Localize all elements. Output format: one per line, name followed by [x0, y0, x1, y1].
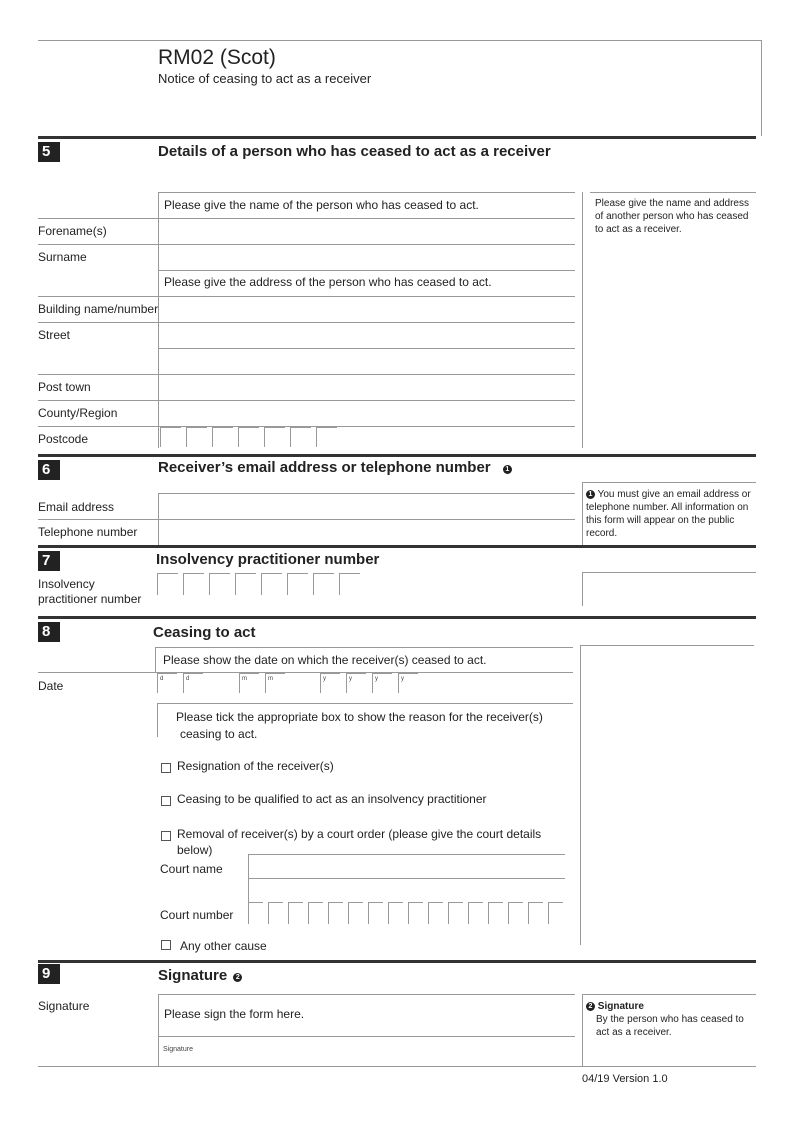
section6-side-note — [586, 488, 756, 540]
section8-rule — [38, 616, 756, 619]
ip-number-label: Insolvency practitioner number — [38, 577, 142, 606]
section7-title: Insolvency practitioner number — [156, 551, 380, 568]
date-year-box-1[interactable]: y — [320, 673, 340, 693]
rule — [582, 572, 756, 573]
section8-number: 8 — [38, 622, 60, 642]
section9-title-text: Signature — [158, 967, 228, 984]
section9-side-note — [586, 1000, 756, 1039]
section5-rule — [38, 136, 756, 139]
rule — [582, 994, 583, 1066]
court-number-box[interactable] — [508, 902, 523, 924]
form-code: RM02 (Scot) — [158, 46, 276, 69]
ceasing-qualified-checkbox[interactable] — [161, 796, 171, 806]
removal-label-line2: below) — [177, 843, 213, 857]
court-number-label: Court number — [160, 908, 234, 922]
section5-side-note: Please give the name and address of another person who has ceased to act as a receiver. — [595, 198, 749, 235]
other-cause-checkbox[interactable] — [161, 940, 171, 950]
note-2-marker: 2 — [233, 973, 242, 982]
date-day-box-2[interactable]: d — [183, 673, 203, 693]
ip-number-box[interactable] — [313, 573, 334, 595]
court-number-box[interactable] — [308, 902, 323, 924]
telephone-label: Telephone number — [38, 525, 138, 539]
section5-title: Details of a person who has ceased to act as a receiver — [158, 143, 551, 160]
section6-rule — [38, 454, 756, 457]
section6-number: 6 — [38, 460, 60, 480]
section7-number: 7 — [38, 551, 60, 571]
note-1-marker: 1 — [503, 465, 512, 474]
ip-number-box[interactable] — [235, 573, 256, 595]
rule — [158, 270, 575, 271]
rule — [582, 572, 583, 606]
section5-side-divider — [582, 192, 583, 448]
section9-title — [158, 967, 242, 984]
surname-field[interactable] — [159, 245, 575, 269]
postcode-box[interactable] — [238, 427, 259, 447]
rule — [582, 482, 756, 483]
date-year-box-2[interactable]: y — [346, 673, 366, 693]
resignation-checkbox[interactable] — [161, 763, 171, 773]
county-label: County/Region — [38, 406, 118, 420]
rule — [580, 645, 581, 945]
court-number-box[interactable] — [388, 902, 403, 924]
ip-number-box[interactable] — [339, 573, 360, 595]
ip-number-box[interactable] — [157, 573, 178, 595]
section9-side-note-text: By the person who has ceased to act as a receiver. — [596, 1014, 744, 1038]
signature-label: Signature — [38, 999, 90, 1013]
section9-number: 9 — [38, 964, 60, 984]
reason-instruction-line1: Please tick the appropriate box to show the reason for the receiver(s) — [176, 710, 543, 724]
removal-label-line1: Removal of receiver(s) by a court order (please give the court details — [177, 827, 542, 841]
email-field[interactable] — [159, 494, 575, 518]
date-day-box-1[interactable]: d — [157, 673, 177, 693]
court-number-box[interactable] — [468, 902, 483, 924]
rule — [248, 878, 565, 879]
ceasing-qualified-label: Ceasing to be qualified to act as an insolvency practitioner — [177, 792, 487, 806]
rule — [590, 192, 756, 193]
street-field-line1[interactable] — [159, 323, 575, 347]
postcode-box[interactable] — [160, 427, 181, 447]
ip-number-box[interactable] — [261, 573, 282, 595]
street-label: Street — [38, 328, 71, 342]
rule — [155, 647, 156, 672]
postcode-label: Postcode — [38, 432, 89, 446]
date-label: Date — [38, 679, 64, 693]
removal-court-order-checkbox[interactable] — [161, 831, 171, 841]
ip-number-boxes[interactable] — [157, 573, 365, 595]
resignation-label: Resignation of the receiver(s) — [177, 759, 334, 773]
court-number-box[interactable] — [488, 902, 503, 924]
section6-title-text: Receiver’s email address or telephone number — [158, 459, 491, 476]
court-number-box[interactable] — [548, 902, 563, 924]
court-number-box[interactable] — [528, 902, 543, 924]
section6-title — [158, 459, 512, 476]
page-right-border — [761, 40, 762, 136]
date-month-box-1[interactable]: m — [239, 673, 259, 693]
ip-number-box[interactable] — [209, 573, 230, 595]
rule — [38, 672, 573, 673]
court-number-box[interactable] — [268, 902, 283, 924]
header-top-rule — [38, 40, 762, 41]
date-year-box-3[interactable]: y — [372, 673, 392, 693]
rule — [582, 482, 583, 545]
court-number-box[interactable] — [348, 902, 363, 924]
post-town-field[interactable] — [159, 375, 575, 399]
building-label: Building name/number — [38, 302, 159, 316]
footer-rule — [38, 1066, 756, 1067]
rule — [158, 994, 575, 995]
version-footer: 04/19 Version 1.0 — [582, 1073, 668, 1085]
postcode-box[interactable] — [290, 427, 311, 447]
forename-field[interactable] — [159, 219, 575, 243]
court-number-box[interactable] — [428, 902, 443, 924]
section8-title: Ceasing to act — [153, 624, 256, 641]
postcode-boxes[interactable] — [160, 427, 342, 447]
forename-label: Forename(s) — [38, 224, 107, 238]
date-month-box-2[interactable]: m — [265, 673, 285, 693]
court-number-box[interactable] — [328, 902, 343, 924]
ip-number-box[interactable] — [287, 573, 308, 595]
court-number-box[interactable] — [448, 902, 463, 924]
reason-instruction-line2: ceasing to act. — [180, 727, 258, 741]
court-number-box[interactable] — [248, 902, 263, 924]
rule — [157, 703, 158, 737]
court-number-box[interactable] — [368, 902, 383, 924]
section5-number: 5 — [38, 142, 60, 162]
name-instruction: Please give the name of the person who has ceased to act. — [164, 198, 479, 212]
county-field[interactable] — [159, 401, 575, 425]
ip-number-box[interactable] — [183, 573, 204, 595]
section6-side-note-text: You must give an email address or telephone number. All information on this form will appear on the public record. — [586, 489, 751, 539]
rule — [157, 703, 573, 704]
court-name-label: Court name — [160, 862, 223, 876]
signature-field[interactable] — [159, 1037, 575, 1065]
email-label: Email address — [38, 500, 115, 514]
rule — [155, 647, 573, 648]
section9-rule — [38, 960, 756, 963]
date-year-box-4[interactable]: y — [398, 673, 418, 693]
section9-side-note-heading: Signature — [597, 1001, 644, 1012]
other-cause-label: Any other cause — [180, 939, 267, 953]
note-1-marker-side: 1 — [586, 490, 595, 499]
note-2-marker-side: 2 — [586, 1002, 595, 1011]
rule — [580, 645, 754, 646]
form-title: Notice of ceasing to act as a receiver — [158, 71, 372, 86]
surname-label: Surname — [38, 250, 87, 264]
signature-instruction: Please sign the form here. — [164, 1007, 305, 1021]
postcode-box[interactable] — [264, 427, 285, 447]
court-number-box[interactable] — [288, 902, 303, 924]
postcode-box[interactable] — [316, 427, 337, 447]
postcode-box[interactable] — [186, 427, 207, 447]
telephone-field[interactable] — [159, 520, 575, 544]
address-instruction: Please give the address of the person who has ceased to act. — [164, 275, 492, 289]
street-field-line2[interactable] — [159, 349, 575, 373]
court-name-field[interactable] — [249, 855, 565, 878]
court-number-boxes[interactable] — [248, 902, 568, 924]
section7-rule — [38, 545, 756, 548]
signature-caption: Signature — [163, 1046, 193, 1053]
rule — [582, 994, 756, 995]
postcode-box[interactable] — [212, 427, 233, 447]
building-field[interactable] — [159, 297, 575, 321]
court-number-box[interactable] — [408, 902, 423, 924]
section9-side-note-title — [586, 1000, 756, 1013]
post-town-label: Post town — [38, 380, 91, 394]
rule — [158, 192, 575, 193]
date-instruction: Please show the date on which the receiver(s) ceased to act. — [163, 653, 487, 667]
